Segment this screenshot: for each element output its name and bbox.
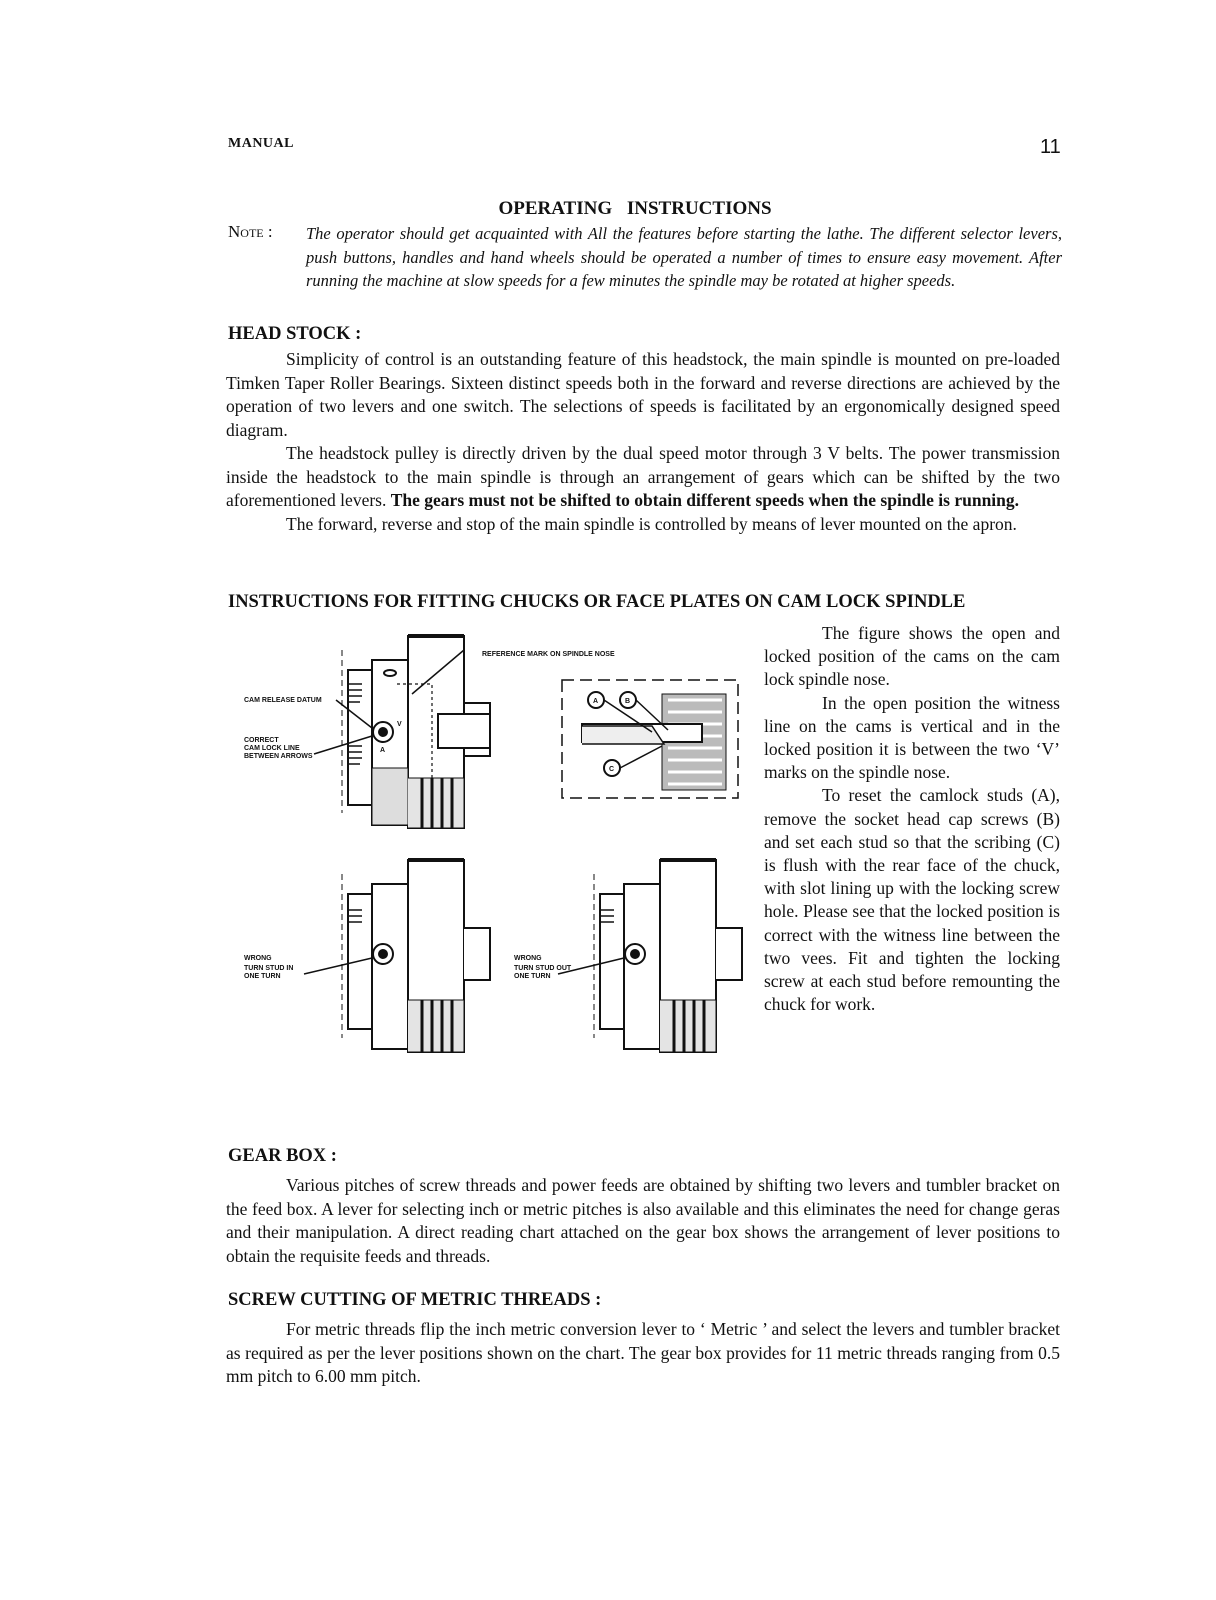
cam-lock-figure	[232, 628, 752, 1068]
note-text: The operator should get acquainted with All the features before starting the lathe. The different selector levers, push buttons, handles and hand wheels should be operated a number of times to ensure easy movement. After running the machine at slow speeds for a few minutes the spindle may be rotated at higher speeds.	[306, 224, 1062, 290]
chuck-diagram-wrong-out	[558, 860, 742, 1052]
label-correct-line2: CAM LOCK LINE	[244, 745, 300, 752]
chucks-heading: INSTRUCTIONS FOR FITTING CHUCKS OR FACE PLATES ON CAM LOCK SPINDLE	[228, 592, 966, 612]
metric-heading: SCREW CUTTING OF METRIC THREADS :	[228, 1290, 602, 1310]
chucks-text	[764, 622, 1060, 1016]
label-reference-mark: REFERENCE MARK ON SPINDLE NOSE	[482, 651, 615, 658]
gear-box-paragraph: Various pitches of screw threads and power feeds are obtained by shifting two levers and tumbler bracket on the feed box. A lever for selecting inch or metric pitches is also available and this eliminates the need for change geras and their manipulation. A direct reading chart attached on the gear box shows the arrangement of lever positions to obtain the requisite feeds and threads.	[226, 1175, 1060, 1266]
head-stock-warning: The gears must not be shifted to obtain different speeds when the spindle is running.	[390, 490, 1020, 510]
head-stock-paragraph-1: Simplicity of control is an outstanding feature of this headstock, the main spindle is mounted on pre-loaded Timken Taper Roller Bearings. Sixteen distinct speeds both in the forward and reverse directions are achieved by the operation of two levers and one switch. The selections of speeds is facilitated by an ergonomically designed speed diagram.	[226, 349, 1060, 440]
label-wrong-in-line2: TURN STUD IN	[244, 965, 294, 972]
chuck-diagram-correct	[342, 636, 490, 828]
head-stock-paragraph-3: The forward, reverse and stop of the main spindle is controlled by means of lever mounted on the apron.	[286, 513, 1017, 534]
gear-box-heading: GEAR BOX :	[228, 1146, 337, 1166]
label-detail-a: A	[593, 698, 599, 705]
note-label: Note :	[228, 222, 273, 241]
head-stock-paragraph-2-text: The headstock pulley is directly driven by the dual speed motor through 3 V belts. The power transmission inside the headstock to the main spindle is through an arrangement of gears which can be shifted by the two aforementioned levers.	[226, 443, 1060, 510]
label-cam-release: CAM RELEASE DATUM	[244, 697, 322, 704]
label-wrong-out-line3: ONE TURN	[514, 973, 551, 980]
page-title: OPERATING INSTRUCTIONS	[498, 198, 772, 219]
head-stock-heading: HEAD STOCK :	[228, 324, 362, 344]
label-correct: CORRECT	[244, 737, 279, 744]
label-detail-b: B	[625, 698, 631, 705]
label-detail-c: C	[609, 766, 615, 773]
page-number: 11	[1040, 136, 1061, 158]
head-stock-section	[226, 348, 1060, 536]
cam-detail-inset	[562, 680, 738, 798]
chucks-paragraph-1: The figure shows the open and locked position of the cams on the cam lock spindle nose.	[764, 623, 1060, 690]
chucks-paragraph-3: To reset the camlock studs (A), remove the socket head cap screws (B) and set each stud so that the scribing (C) is flush with the rear face of the chuck, with slot lining up with the locking screw hole. Please see that the locked position is correct with the witness line between the two vees. Fit and tighten the locking screw at each stud before remounting the chuck for work.	[764, 785, 1060, 1015]
label-wrong-out-line2: TURN STUD OUT	[514, 965, 572, 972]
label-v-mark: V	[397, 721, 402, 728]
label-wrong-out: WRONG	[514, 955, 542, 962]
metric-paragraph: For metric threads flip the inch metric conversion lever to ‘ Metric ’ and select the levers and tumbler bracket as required as per the lever positions shown on the chart. The gear box provides for 11 metric threads ranging from 0.5 mm pitch to 6.00 mm pitch.	[226, 1319, 1060, 1386]
chucks-paragraph-2: In the open position the witness line on the cams is vertical and in the locked position it is between the two ‘V’ marks on the spindle nose.	[764, 692, 1060, 783]
label-a-mark: A	[380, 747, 386, 754]
label-correct-line3: BETWEEN ARROWS	[244, 753, 313, 760]
metric-section	[226, 1318, 1060, 1389]
chuck-diagram-wrong-in	[304, 860, 490, 1052]
label-wrong-in: WRONG	[244, 955, 272, 962]
gear-box-section	[226, 1174, 1060, 1268]
running-header: MANUAL	[228, 136, 294, 151]
label-wrong-in-line3: ONE TURN	[244, 973, 281, 980]
head-stock-paragraph-2	[226, 442, 1060, 513]
